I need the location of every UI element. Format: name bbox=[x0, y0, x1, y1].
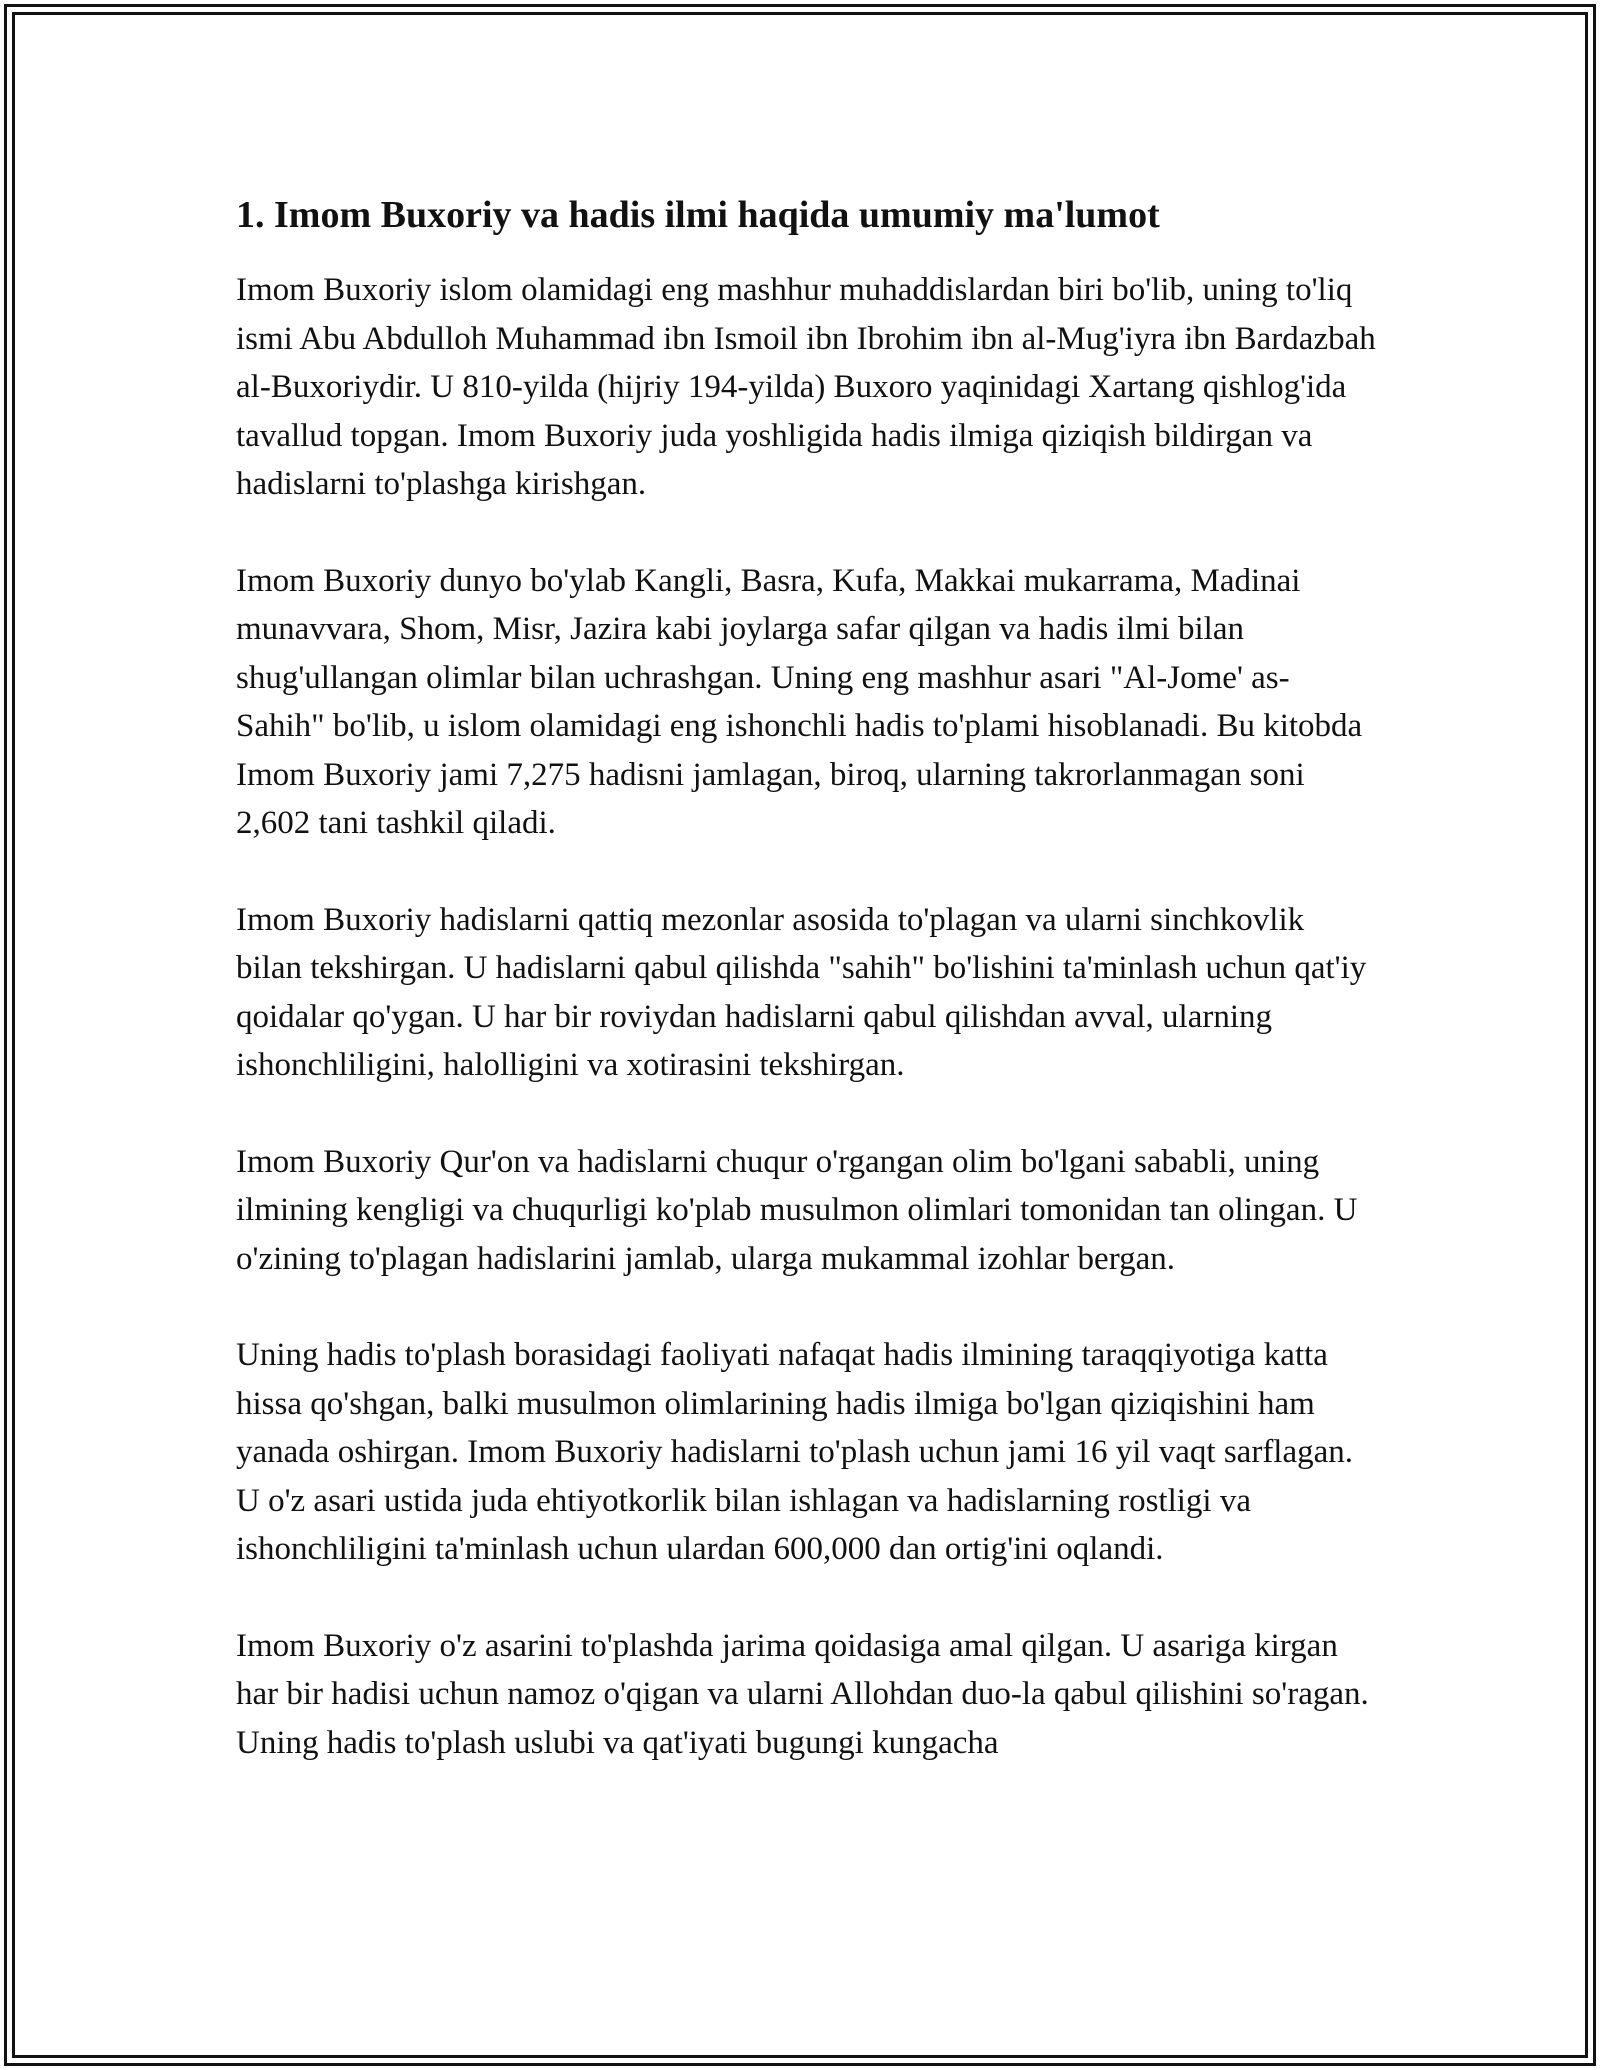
paragraph-5: Uning hadis to'plash borasidagi faoliyati nafaqat hadis ilmining taraqqiyotiga katta hissa qo'shgan, balki musulmon olimlarining hadis ilmiga bo'lgan qiziqishini ham yanada oshirgan. Imom Buxoriy hadislarni to'plash uchun jami 16 yil vaqt sarflagan. U o'z asari ustida juda ehtiyotkorlik bilan ishlagan va hadislarning rostligi va ishonchliligini ta'minlash uchun ulardan 600,000 dan ortig'ini oqlandi. bbox=[236, 1337, 1354, 1567]
document-body bbox=[236, 188, 1376, 1767]
section-heading: 1. Imom Buxoriy va hadis ilmi haqida umumiy ma'lumot bbox=[236, 194, 1160, 236]
paragraph-1: Imom Buxoriy islom olamidagi eng mashhur muhaddislardan biri bo'lib, uning to'liq ismi Abu Abdulloh Muhammad ibn Ismoil ibn Ibrohim ibn al-Mug'iyra ibn Bardazbah al-Buxoriydir. U 810-yilda (hijriy 194-yilda) Buxoro yaqinidagi Xartang qishlog'ida tavallud topgan. Imom Buxoriy juda yoshligida hadis ilmiga qiziqish bildirgan va hadislarni to'plashga kirishgan. bbox=[236, 272, 1376, 502]
paragraph-2: Imom Buxoriy dunyo bo'ylab Kangli, Basra, Kufa, Makkai mukarrama, Madinai munavvara, Shom, Misr, Jazira kabi joylarga safar qilgan va hadis ilmi bilan shug'ullangan olimlar bilan uchrashgan. Uning eng mashhur asari "Al-Jome' as-Sahih" bo'lib, u islom olamidagi eng ishonchli hadis to'plami hisoblanadi. Bu kitobda Imom Buxoriy jami 7,275 hadisni jamlagan, biroq, ularning takrorlanmagan soni 2,602 tani tashkil qiladi. bbox=[236, 562, 1363, 841]
paragraph-4: Imom Buxoriy Qur'on va hadislarni chuqur o'rgangan olim bo'lgani sababli, uning ilmining kengligi va chuqurligi ko'plab musulmon olimlari tomonidan tan olingan. U o'zining to'plagan hadislarini jamlab, ularga mukammal izohlar bergan. bbox=[236, 1143, 1358, 1277]
paragraph-6: Imom Buxoriy o'z asarini to'plashda jarima qoidasiga amal qilgan. U asariga kirgan har bir hadisi uchun namoz o'qigan va ularni Allohdan duo-la qabul qilishini so'ragan. Uning hadis to'plash uslubi va qat'iyati bugungi kungacha bbox=[236, 1627, 1369, 1761]
paragraph-3: Imom Buxoriy hadislarni qattiq mezonlar asosida to'plagan va ularni sinchkovlik bilan tekshirgan. U hadislarni qabul qilishda "sahih" bo'lishini ta'minlash uchun qat'iy qoidalar qo'ygan. U har bir roviydan hadislarni qabul qilishdan avval, ularning ishonchliligini, halolligini va xotirasini tekshirgan. bbox=[236, 901, 1367, 1083]
